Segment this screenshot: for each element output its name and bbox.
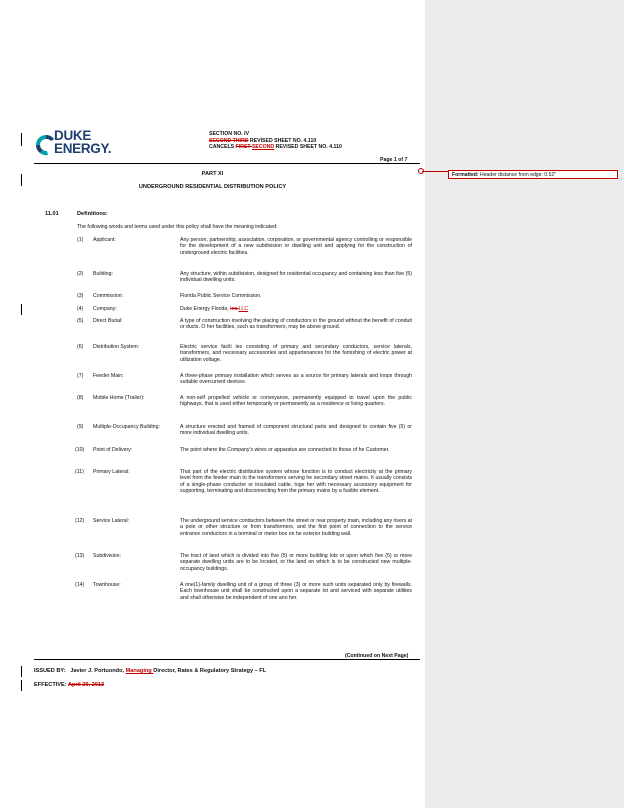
change-bar — [21, 680, 22, 691]
definition-term: Subdivision: — [93, 553, 121, 559]
revised-sheet-line — [209, 138, 342, 145]
policy-title: UNDERGROUND RESIDENTIAL DISTRIBUTION POLICY — [138, 184, 287, 190]
comment-label: Formatted: — [452, 172, 479, 178]
definition-text: Any person, partnership, association, corporation, or governmental agency controlling or responsible for the development of a new subdivision or dwelling unit and applying for the construction of underground electric facilities. — [180, 237, 412, 256]
definition-number: (6) — [77, 344, 84, 350]
company-name-text: Duke Energy Florida, — [180, 306, 231, 312]
effective-label: EFFECTIVE: — [34, 682, 68, 688]
revised-rest-text: REVISED SHEET NO. 4.110 — [248, 137, 317, 144]
definition-term: Direct Burial: — [93, 318, 123, 324]
continued-note: (Continued on Next Page) — [345, 653, 409, 659]
issued-name: Javier J. Portuondo, — [70, 668, 126, 674]
definition-number: (3) — [77, 293, 84, 299]
definition-number: (7) — [77, 373, 84, 379]
comment-connector — [422, 171, 448, 172]
definition-term: Applicant: — [93, 237, 116, 243]
cancels-sheet-line — [209, 144, 342, 151]
definition-term: Multiple-Occupancy Building: — [93, 424, 160, 430]
logo-line-2: ENERGY. — [54, 141, 112, 156]
formatting-comment[interactable] — [448, 170, 618, 179]
company-inserted-text: LLC — [238, 306, 249, 312]
definition-number: (1) — [77, 237, 84, 243]
definition-text: The underground service conductors between the street or rear property main, including any risers at a pole or other structure or from transformers, and the first point of connection to the service entrance conductors in a terminal or meter box on he exterior building wall. — [180, 518, 412, 537]
markup-pane — [425, 0, 624, 808]
change-bar — [21, 304, 22, 315]
definition-number: (10) — [75, 447, 85, 453]
section-number: SECTION NO. IV — [209, 131, 250, 137]
definition-number: (14) — [75, 582, 85, 588]
definition-number: (5) — [77, 318, 84, 324]
definition-term: Building: — [93, 271, 113, 277]
definition-term: Company: — [93, 306, 117, 312]
change-bar — [21, 666, 22, 677]
definition-term: Service Lateral: — [93, 518, 130, 524]
definition-text: A structure erected and framed of component structural parts and designed to contain five (5) or more individual dwelling units. — [180, 424, 412, 437]
cancels-rest-text: REVISED SHEET NO. 4.110 — [274, 144, 342, 151]
issued-title: Director, Rates & Regulatory Strategy – FL — [153, 668, 267, 674]
definition-text: Electric service facili ies consisting of primary and secondary conductors, service laterals, transformers, and necessary accessories and appurtenances for the furnishing of electric power at utilization voltage. — [180, 344, 412, 363]
definition-term: Distribution System: — [93, 344, 140, 350]
definition-term: Point of Delivery: — [93, 447, 133, 453]
definition-text: A type of construction involving the placing of conductors in the ground without the benefit of conduit or ducts. O her facilities, such as transformers, may be above ground. — [180, 318, 412, 331]
definition-text — [180, 306, 412, 312]
logo-line-1: DUKE — [54, 128, 92, 143]
definition-number: (4) — [77, 306, 84, 312]
cancels-deleted-text: FIRST — [235, 144, 252, 151]
definition-text: A three-phase primary installation which serves as a source for primary laterals and loops through suitable overcurrent devices. — [180, 373, 412, 386]
definition-number: (2) — [77, 271, 84, 277]
section-id: 11.01 — [45, 211, 59, 217]
company-deleted-text: Inc. — [230, 306, 239, 312]
effective-deleted-date: April 29, 2013 — [67, 682, 105, 688]
issued-label: ISSUED BY: — [34, 668, 66, 674]
effective-line — [34, 682, 104, 688]
definition-text: The tract of land which is divided into five (5) or more building lots or upon which five (5) or more separate dwelling units are to be located, or the land on which is to be constructed new multiple-occupancy buildings. — [180, 553, 412, 572]
definition-text: That part of the electric distribution system whose function is to conduct electricity at the primary level from the feeder main to the transformers serving he secondary street mains. It usually consists of a single-phase conductor or insulated cable, toge her with necessary accessory equipment for supporting, terminating and disconnecting from the primary mains by a fusible element. — [180, 469, 412, 495]
definition-term: Commission: — [93, 293, 123, 299]
part-title: PART XI — [201, 171, 224, 177]
page-number: Page 1 of 7 — [380, 157, 408, 163]
section-intro: The following words and terms used under this policy shall have the meaning indicated: — [77, 224, 278, 230]
definition-text: A one(1)-family dwelling unit of a group of three (3) or more such units separated only by firewalls. Each townhouse unit shall be constructed upon a separate lot and serviced with separate utilities and shall otherwise be independent of one ano her. — [180, 582, 412, 601]
cancels-label: CANCELS — [209, 144, 236, 151]
definition-term: Townhouse: — [93, 582, 121, 588]
cancels-inserted-text: SECOND — [251, 144, 275, 151]
issued-inserted-text: Managing — [125, 668, 154, 674]
comment-text: Header distance from edge: 0.52" — [478, 172, 557, 178]
sheet-header — [209, 131, 342, 151]
definition-number: (12) — [75, 518, 85, 524]
definition-term: Mobile Home (Trailer): — [93, 395, 145, 401]
change-bar — [21, 133, 22, 146]
definition-number: (13) — [75, 553, 85, 559]
revised-deleted-text: SECOND THIRD — [209, 137, 249, 144]
definition-number: (8) — [77, 395, 84, 401]
definition-text: A non-self propelled vehicle or conveyance, permanently equipped to travel upon the public highways, that is used either temporarily or permanently as a residence or living quarters. — [180, 395, 412, 408]
definition-text: Any structure, within subdivision, designed for residential occupancy and containing less than five (5) individual dwelling units. — [180, 271, 412, 284]
definition-term: Primary Lateral: — [93, 469, 130, 475]
definition-number: (11) — [75, 469, 84, 475]
definition-term: Feeder Main: — [93, 373, 124, 379]
section-title: Definitions: — [77, 211, 108, 217]
definition-text: Florida Public Service Commission. — [180, 293, 262, 299]
logo-wordmark — [54, 129, 111, 155]
definition-text: The point where the Company's wires or apparatus are connected to those of he Customer. — [180, 447, 390, 453]
definition-number: (9) — [77, 424, 84, 430]
issued-by-line — [34, 668, 266, 674]
